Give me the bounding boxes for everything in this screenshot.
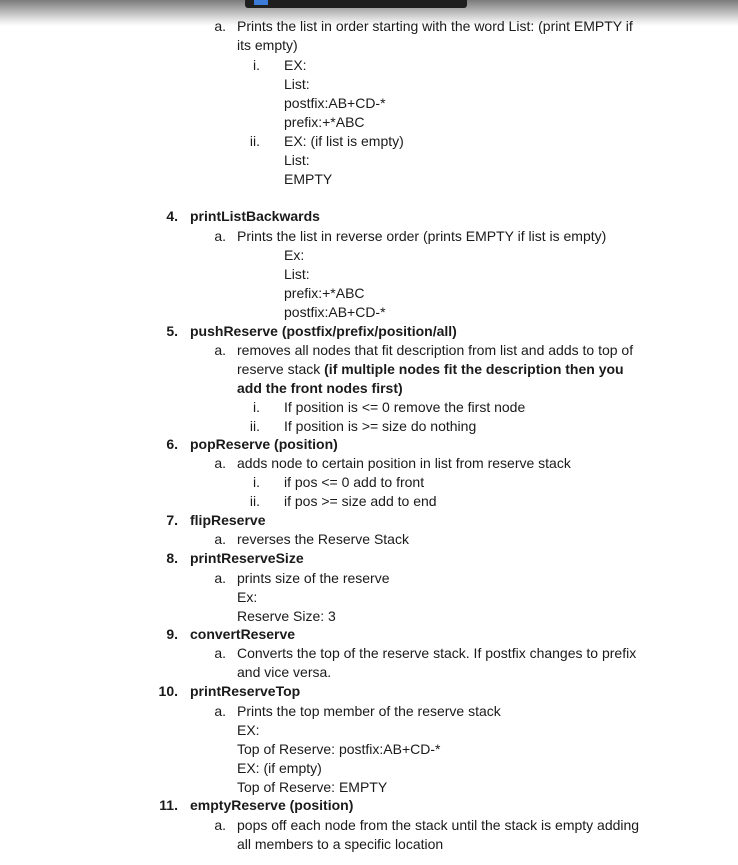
list-item-text: removes all nodes that fit description from list and adds to top of [237, 342, 634, 358]
example-line: EX: [237, 722, 260, 738]
list-item-text: If position is >= size do nothing [284, 418, 477, 434]
list-number: 4. [166, 208, 178, 224]
list-marker: a. [214, 817, 226, 833]
example-line: List: [284, 152, 310, 168]
list-item-text: if pos >= size add to end [284, 493, 437, 509]
list-marker: a. [214, 570, 226, 586]
list-marker: ii. [249, 418, 260, 434]
example-line: Top of Reserve: EMPTY [237, 779, 388, 795]
list-item-text [237, 360, 624, 379]
example-line: EX: (if list is empty) [284, 133, 404, 149]
list-number: 8. [166, 550, 178, 566]
list-item-text: pops off each node from the stack until the stack is empty adding [237, 817, 640, 833]
list-marker: i. [253, 399, 260, 415]
list-item-text: Prints the list in order starting with the word List: (print EMPTY if [237, 18, 633, 34]
list-number: 5. [166, 323, 178, 339]
section-title: emptyReserve (position) [190, 797, 354, 813]
bold-text: (if multiple nodes fit the description then you [324, 361, 624, 377]
list-number: 10. [158, 683, 178, 699]
list-item-text: Prints the top member of the reserve stack [237, 703, 501, 719]
example-line: postfix:AB+CD-* [284, 304, 386, 320]
list-item-text: adds node to certain position in list from reserve stack [237, 455, 571, 471]
list-item-text: Prints the list in reverse order (prints EMPTY if list is empty) [237, 228, 607, 244]
example-line: List: [284, 266, 310, 282]
example-line: Ex: [237, 589, 258, 605]
list-item-text: reverses the Reserve Stack [237, 531, 409, 547]
section-title: popReserve (position) [190, 436, 338, 452]
list-item-text: all members to a specific location [237, 836, 444, 852]
list-marker: a. [214, 18, 226, 34]
plain-text: reserve stack [237, 361, 325, 377]
list-number: 11. [159, 797, 178, 813]
list-number: 6. [166, 436, 178, 452]
example-line: Top of Reserve: postfix:AB+CD-* [237, 741, 441, 757]
section-title: printReserveSize [190, 550, 304, 566]
list-item-text: prints size of the reserve [237, 570, 390, 586]
list-marker: a. [214, 531, 226, 547]
list-marker: ii. [249, 493, 260, 509]
example-line: Ex: [284, 247, 305, 263]
list-item-text: Converts the top of the reserve stack. If postfix changes to prefix [237, 645, 637, 661]
section-title: printReserveTop [190, 683, 301, 699]
list-number: 7. [166, 512, 178, 528]
list-number: 9. [166, 626, 178, 642]
example-line: Reserve Size: 3 [237, 608, 336, 624]
example-line: List: [284, 76, 310, 92]
bold-text: add the front nodes first) [237, 380, 403, 396]
example-line: prefix:+*ABC [284, 114, 365, 130]
example-line: prefix:+*ABC [284, 285, 365, 301]
example-line: EMPTY [284, 171, 333, 187]
section-title: pushReserve (postfix/prefix/position/all) [190, 323, 457, 339]
list-marker: a. [214, 342, 226, 358]
list-item-text: if pos <= 0 add to front [284, 474, 425, 490]
list-marker: i. [253, 57, 260, 73]
list-marker: a. [214, 703, 226, 719]
list-marker: a. [214, 228, 226, 244]
section-title: flipReserve [190, 512, 266, 528]
list-marker: ii. [249, 133, 260, 149]
list-item-text: and vice versa. [237, 664, 332, 680]
example-line: postfix:AB+CD-* [284, 95, 386, 111]
section-title: convertReserve [190, 626, 296, 642]
list-item-text: If position is <= 0 remove the first node [284, 399, 526, 415]
example-line: EX: (if empty) [237, 760, 322, 776]
list-item-text: its empty) [237, 37, 298, 53]
example-line: EX: [284, 57, 307, 73]
list-marker: a. [214, 645, 226, 661]
section-title: printListBackwards [190, 208, 320, 224]
list-marker: a. [214, 455, 226, 471]
list-marker: i. [253, 474, 260, 490]
